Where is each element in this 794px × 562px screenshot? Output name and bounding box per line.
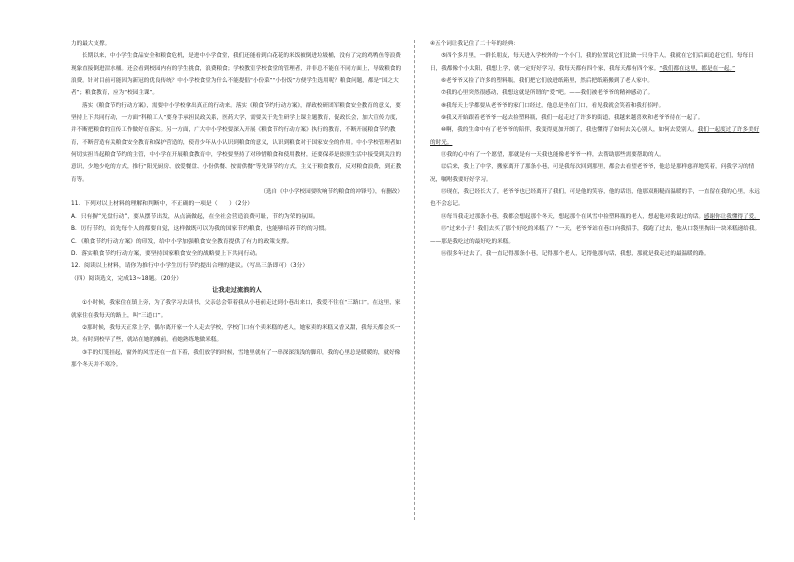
option-a: A．只有摒“光盘行动”，要从摆节出发，从点滴做起，在全社会营造浪费可耻，节约为荣的氛围。 xyxy=(71,213,319,220)
text: ⑤四个多月里，一群长朋友，每天进入学校外的一个小门，我的位置说它们比做一只身手人，我就在它们后面追赶它们，每每日日，我都像个小太阳，我想上学，就一定好好学习，我每天都有四个家，我每天都有四个家。 xyxy=(430,53,754,72)
underlined-text: “我们都在这里，都是在一起。” xyxy=(659,65,736,72)
paragraph: ⑮“过来小子！我们去买了那个好吃的米糕了？”一天，老爷爷站在巷口向我招手，我跑了过去，他从口袋里掏出一块米糕递给我。——那是我吃过的最好吃的米糕。 xyxy=(430,226,761,245)
column-divider xyxy=(414,40,415,520)
underlined-text: 我们一起度过了许多美好的时光。 xyxy=(430,127,760,146)
question-11: 11．下列对以上材料的理解和判断中，不正确的一项是（ ）（2分） xyxy=(71,201,254,208)
paragraph: ⑪我的心中有了一个愿望，那就是有一天我也能像老爷爷一样，去帮助那些需要帮助的人。 xyxy=(441,152,665,159)
article-title: 让我走过流浪的人 xyxy=(212,286,262,294)
option-b: B．厉行节约，首先每个人的都要自觉，这样做既可以为我的国家节约粮食，也能够培养节约的习惯。 xyxy=(71,226,331,233)
paragraph: ⑦我的心里突然很感动，我想这就是所谓的“爱”吧。——我们被老爷爷的精神感动了。 xyxy=(441,90,654,97)
paragraph: 长期以来，中小学生食品安全和粮食危机，是进中小学食堂，我们还能看到白花花的米饭被倒进垃圾桶，没有了完的鸡鸭鱼等浪费现象直接倒进泔水桶。还会看到校园内有的学生挑食，浪费粮食；学校教室学校食堂的管理者，并非总不能在不同方面上，导致粮食的浪费。针对目前可能因为新冠的优良传统？中小学校食堂为什么不能提倡“小份菜”“小份饭”方便学生选用呢？粮食问题，都是“国之大者”；粮食教育，应为“校园主课”。 xyxy=(71,53,402,97)
paragraph: ②那时候，我每天正常上学，偶尔离开家一个人走去学校，学校门口有个卖米糕的老人，她家卖的米糕又香又甜，我每天都会买一块。有时到校早了些，就站在她的摊前，看她熟练地做米糕。 xyxy=(71,324,401,344)
paragraph: ⑯很多年过去了，我一直记得那条小巷，记得那个老人，记得他那句话，我想，那就是我走过的最温暖的路。 xyxy=(441,250,710,257)
option-d: D．落实粮食节约行动方案，要坚持国家粮食安全的战略要上下共同行动。 xyxy=(71,250,261,257)
question-12: 12．阅读以上材料，请你为推行中小学生厉行节约提出合理的建议。（写出三条即可）（3分） xyxy=(71,263,309,270)
underlined-text: 感谢你让我懂得了爱。 xyxy=(703,213,760,220)
paragraph: ④五个词让我记住了二十年的经典： xyxy=(430,41,519,47)
paragraph xyxy=(430,211,762,223)
option-c: C．《粮食节约行动方案》的印发，给中小学加强粮食安全教育提供了有力的政策支撑。 xyxy=(71,238,293,245)
source-note: （选自《中小学校园要吹响节约粮食的冲锋号》，有删改） xyxy=(260,189,403,196)
paragraph: ⑨我又开始跟着老爷爷一起去捡塑料瓶，我们一起走过了许多的街道，我越来越喜欢和老爷爷待在一起了。 xyxy=(441,115,704,122)
paragraph: ⑬现在，我已经长大了，老爷爷也已经离开了我们，可是他的笑容，他的话语，他那双粗糙而温暖的手，一直留在我的心里，永远也不会忘记。 xyxy=(430,189,760,208)
paragraph xyxy=(430,124,762,149)
paragraph: ③手的灯笼挂起，窗外的风雪还在一直下着，我们放学的时候，雪地里就有了一串深深浅浅的脚印，我的心里总是暖暖的，就好像那个冬天并不寒冷。 xyxy=(71,349,401,368)
left-column xyxy=(71,38,403,371)
paragraph: 落实《粮食节约行动方案》，需要中小学校拿出真正的行动来。落实《粮食节约行动方案》，群政校研团军粮食安全教育的意义，要坚持上下共同行动，一方面“科粮工人”要身手承担民政关系，医药大学，需要关于先生研学上课主题教育，促政长会，加大宣传力度，并不断把粮食的宣传工作做好在落实。另一方面，广大中小学校要深入开展《粮食节约行动方案》执行的教育，不断开展粮食节约教育，不断营造有关粮食安全教育和保护营造的，使青少年从小认识到粮食的意义，认识到粮食对于国家安全的作用。中小学校管理者如何切实担当起粮食节约的主管，中小学在开展粮食教育中，学校要坚持了对珍惜粮食和使用教材，还要保养是依照生活中接受到关注的意识，少地少吃的方式，推行“阳光厨房、放爱餐盘、小份供餐、按需供餐”等先锋节约方式，主义于粮食教育，反对粮食浪费，到正教育等。 xyxy=(71,102,402,183)
paragraph: ①小时候，我家住在镇上旁，为了我学习去读书，父亲总会带着我从小巷前走过到小巷出来口，我爱不往在“三路口”。在这里，家就家住在我每天的路上，叫“三道口”。 xyxy=(71,300,401,319)
paragraph xyxy=(430,50,762,75)
paragraph: ⑫后来，我上了中学，搬家离开了那条小巷，可是我每次回到那里，都会去看望老爷爷，他总是那样慈祥地笑着，问我学习的情况，嘱咐我要好好学习。 xyxy=(430,164,755,183)
paragraph: 力的最大支撑。 xyxy=(71,41,111,47)
text: ⑭每当我走过那条小巷，我都会想起那个冬天，想起那个在风雪中捡塑料瓶的老人，想起他对我说过的话。 xyxy=(441,213,704,220)
right-column xyxy=(430,38,762,260)
text: ⑩啊，我的生命中有了老爷爷的陪伴，我变得更加开朗了，我也懂得了如何去关心别人，如何去爱别人。 xyxy=(441,127,698,134)
paragraph: ⑥老爷爷又捡了许多的塑料瓶，我们把它们放进纸箱里，然后把纸箱搬到了老人家中。 xyxy=(441,78,653,85)
paragraph: ⑧我每天上学都要从老爷爷的家门口经过，他总是坐在门口，看见我就会笑着和我打招呼。 xyxy=(441,102,665,109)
section-heading: （四）阅读选文，完成13~18题。（20分） xyxy=(71,275,183,282)
